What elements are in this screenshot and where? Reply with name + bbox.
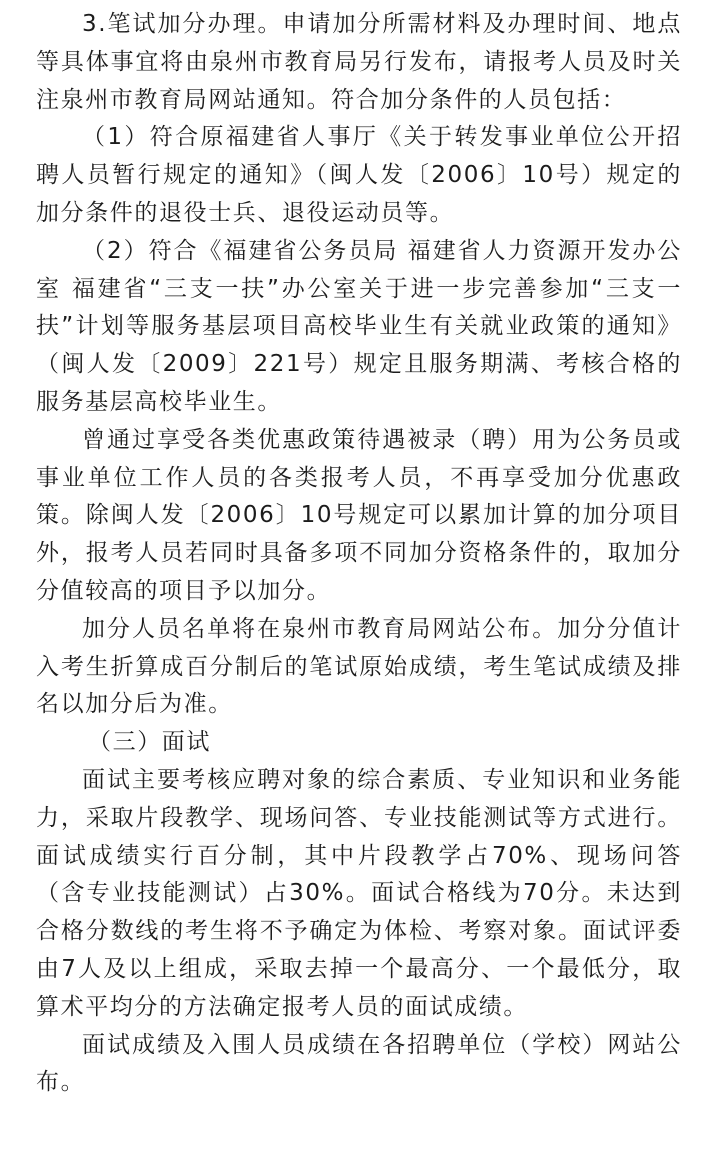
section-heading-interview: （三）面试 — [88, 729, 211, 756]
paragraph-bonus-procedure: 3.笔试加分办理。申请加分所需材料及办理时间、地点等具体事宜将由泉州市教育局另行发布，请报考人员及时关注泉州市教育局网站通知。符合加分条件的人员包括： — [36, 11, 682, 113]
paragraph-interview-details: 面试主要考核应聘对象的综合素质、专业知识和业务能力，采取片段教学、现场问答、专业技能测试等方式进行。面试成绩实行百分制，其中片段教学占70%、现场问答（含专业技能测试）占30%。面试合格线为70分。未达到合格分数线的考生将不予确定为体检、考察对象。面试评委由7人及以上组成，采取去掉一个最高分、一个最低分，取算术平均分的方法确定报考人员的面试成绩。 — [36, 766, 682, 1020]
paragraph-interview-results: 面试成绩及入围人员成绩在各招聘单位（学校）网站公布。 — [36, 1031, 682, 1096]
paragraph-bonus-list: 加分人员名单将在泉州市教育局网站公布。加分分值计入考生折算成百分制后的笔试原始成绩，考生笔试成绩及排名以加分后为准。 — [36, 615, 682, 718]
paragraph-exclusion: 曾通过享受各类优惠政策待遇被录（聘）用为公务员或事业单位工作人员的各类报考人员，不再享受加分优惠政策。除闽人发〔2006〕10号规定可以累加计算的加分项目外，报考人员若同时具备多项不同加分资格条件的，取加分分值较高的项目予以加分。 — [36, 426, 682, 604]
paragraph-condition-2: （2）符合《福建省公务员局 福建省人力资源开发办公室 福建省“三支一扶”办公室关于进一步完善参加“三支一扶”计划等服务基层项目高校毕业生有关就业政策的通知》（闽人发〔2009〕221号）规定且服务期满、考核合格的服务基层高校毕业生。 — [36, 237, 682, 415]
paragraph-condition-1: （1）符合原福建省人事厅《关于转发事业单位公开招聘人员暂行规定的通知》（闽人发〔2006〕10号）规定的加分条件的退役士兵、退役运动员等。 — [36, 124, 682, 226]
